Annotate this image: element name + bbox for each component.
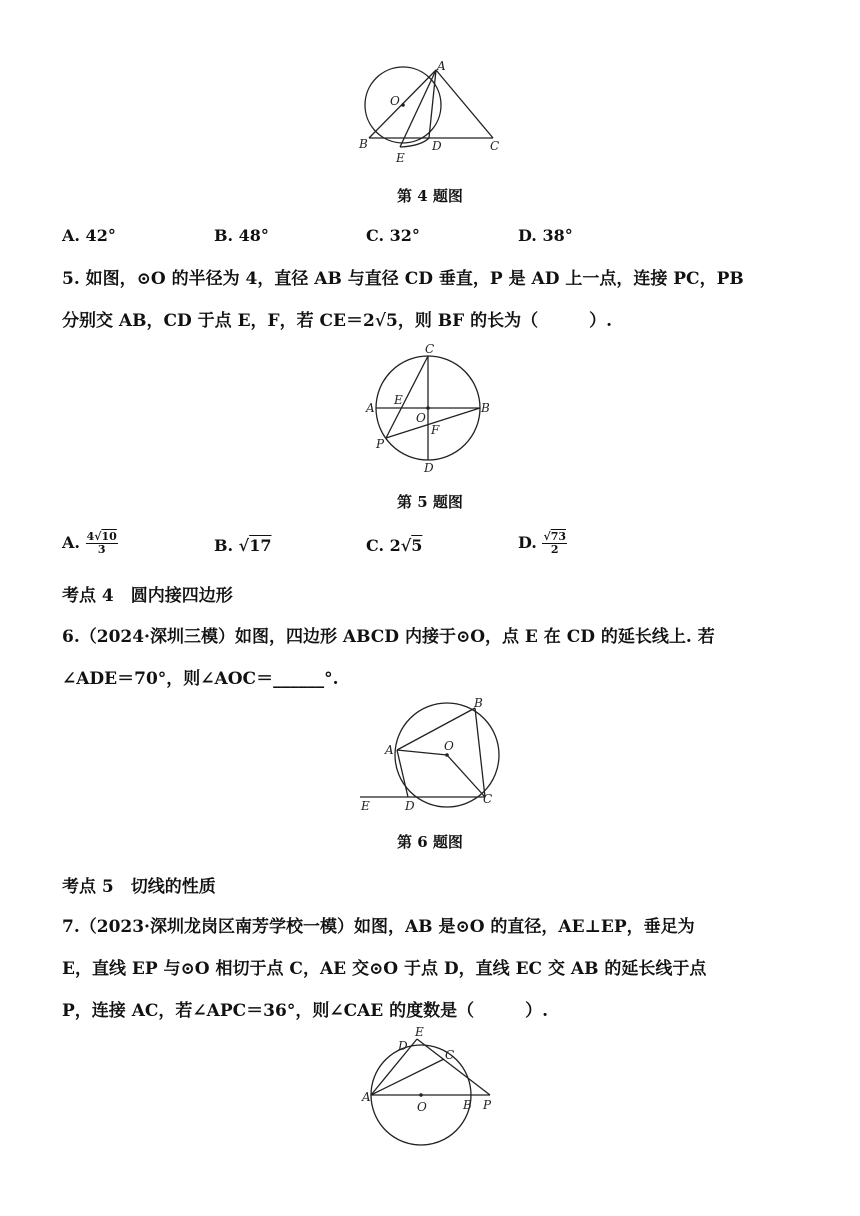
fig5-label-f: F	[431, 423, 440, 437]
fig6-label-d: D	[405, 799, 415, 813]
section-5-heading: 考点 5 切线的性质	[62, 877, 216, 897]
fig5-label-a: A	[366, 401, 375, 415]
figure-q6	[355, 695, 505, 815]
q4-option-d: D. 38°	[518, 226, 573, 245]
fig5-label-o: O	[416, 411, 426, 425]
figure-q4	[355, 60, 505, 170]
fig6-label-c: C	[483, 792, 493, 806]
fig4-label-b: B	[359, 137, 368, 151]
fig5-label-e: E	[394, 393, 403, 407]
fig5-label-c: C	[425, 342, 435, 356]
q4-option-a: A. 42°	[62, 226, 116, 245]
fig7-label-c: C	[445, 1048, 455, 1062]
fig5-label-p: P	[376, 437, 385, 451]
figure-q5-caption: 第 5 题图	[397, 493, 463, 511]
q7-line-3: P，连接 AC，若∠APC＝36°，则∠CAE 的度数是（ ）.	[62, 1001, 549, 1021]
figure-q4-caption: 第 4 题图	[397, 187, 463, 205]
q7-line-1: 7.（2023·深圳龙岗区南芳学校一模）如图，AB 是⊙O 的直径，AE⊥EP，垂足为	[62, 917, 695, 937]
fig7-label-d: D	[398, 1039, 408, 1053]
fig7-label-a: A	[362, 1090, 371, 1104]
fig4-label-d: D	[432, 139, 442, 153]
q5-line-1: 5. 如图，⊙O 的半径为 4，直径 AB 与直径 CD 垂直，P 是 AD 上一点，连接 PC，PB	[62, 269, 744, 289]
fig7-label-e: E	[415, 1025, 424, 1039]
figure-q5	[360, 340, 500, 480]
fig7-label-o: O	[417, 1100, 427, 1114]
q6-line-1: 6.（2024·深圳三模）如图，四边形 ABCD 内接于⊙O，点 E 在 CD 的延长线上. 若	[62, 627, 715, 647]
section-4-heading: 考点 4 圆内接四边形	[62, 586, 233, 606]
fig7-label-b: B	[463, 1098, 472, 1112]
fig4-label-c: C	[490, 139, 500, 153]
fig6-label-b: B	[474, 696, 483, 710]
fig4-label-a: A	[437, 59, 446, 73]
q5-line-2: 分别交 AB，CD 于点 E，F，若 CE＝2√5，则 BF 的长为（ ）.	[62, 311, 613, 331]
q7-line-2: E，直线 EP 与⊙O 相切于点 C，AE 交⊙O 于点 D，直线 EC 交 AB 的延长线于点	[62, 959, 707, 979]
q4-option-c: C. 32°	[366, 226, 420, 245]
q5-option-c: C. 2√5	[366, 536, 423, 555]
q4-option-b: B. 48°	[214, 226, 269, 245]
q5-option-d: D. $\frac{√73}{2}$	[518, 530, 566, 556]
fig7-label-p: P	[483, 1098, 492, 1112]
q6-line-2: ∠ADE＝70°，则∠AOC＝______°.	[62, 669, 339, 689]
figure-q7	[362, 1025, 507, 1140]
fig6-label-e: E	[361, 799, 370, 813]
fig4-label-e: E	[396, 151, 405, 165]
q5-option-a: A. $\frac{4√10}{3}$	[62, 530, 117, 556]
fig6-label-a: A	[385, 743, 394, 757]
fig5-label-d: D	[424, 461, 434, 475]
fig5-label-b: B	[481, 401, 490, 415]
fig6-label-o: O	[444, 739, 454, 753]
q5-option-b: B. √17	[214, 536, 272, 555]
figure-q6-caption: 第 6 题图	[397, 833, 463, 851]
fig4-label-o: O	[390, 94, 400, 108]
